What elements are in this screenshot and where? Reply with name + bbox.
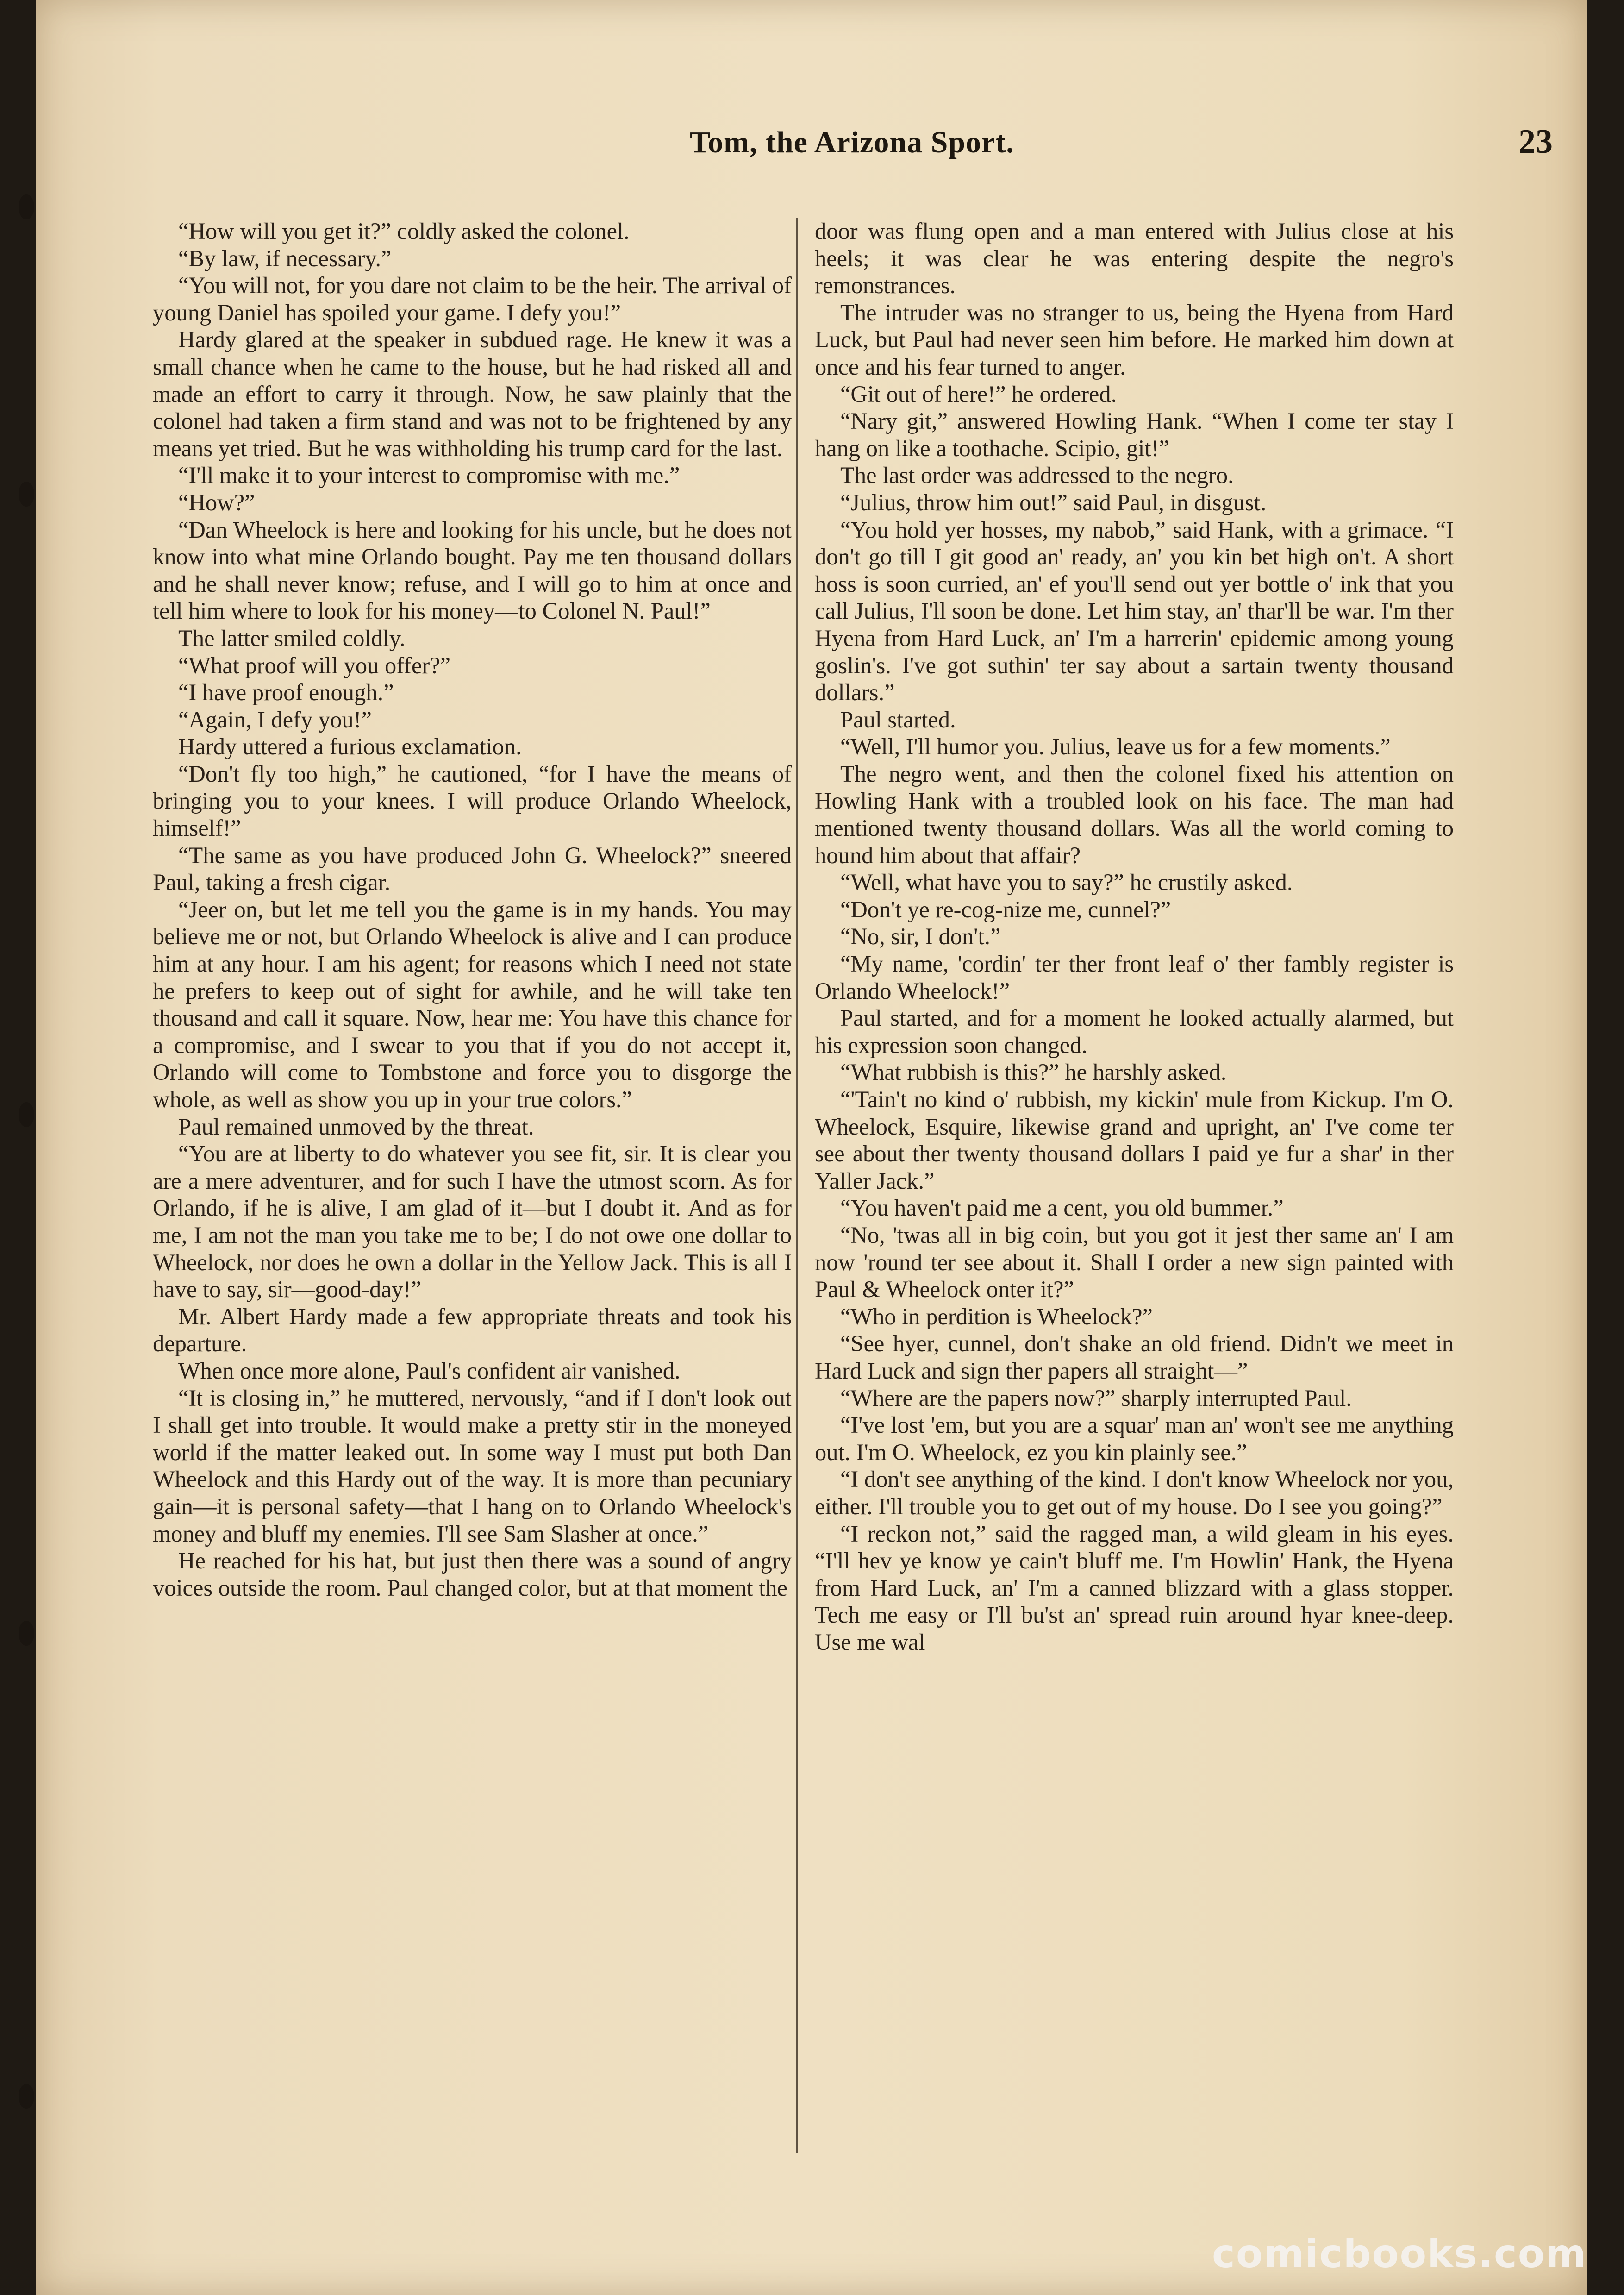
paragraph: “You are at liberty to do whatever you see fit, sir. It is clear you are a mere adventurer, and for such I have the utmost scorn. As for Orlando, if he is alive, I am glad of it—but I doubt it. And as for me, I am not the man you take me to be; I do not owe one dollar to Wheelock, nor does he own a dollar in the Yellow Jack. This is all I have to say, sir—good-day!” [153, 1141, 792, 1303]
page-number: 23 [1518, 123, 1553, 161]
paragraph: “See hyer, cunnel, don't shake an old friend. Didn't we meet in Hard Luck and sign ther papers all straight—” [815, 1330, 1454, 1384]
column-rule [796, 218, 798, 2153]
paragraph: “What proof will you offer?” [178, 652, 450, 678]
paragraph: “I have proof enough.” [178, 679, 394, 706]
paragraph: “Where are the papers now?” sharply interrupted Paul. [840, 1385, 1352, 1411]
paragraph: “How?” [178, 489, 255, 515]
paragraph: “Git out of here!” he ordered. [840, 381, 1117, 407]
paragraph: “Don't fly too high,” he cautioned, “for I have the means of bringing you to your knees. I will produce Orlando Wheelock, himself!” [153, 760, 792, 841]
paragraph: “What rubbish is this?” he harshly asked. [840, 1059, 1227, 1085]
paragraph: “Well, I'll humor you. Julius, leave us for a few moments.” [840, 734, 1391, 760]
paragraph: “No, sir, I don't.” [840, 923, 1001, 950]
binding-hole [19, 1621, 34, 1646]
paragraph: “I've lost 'em, but you are a squar' man an' won't see me anything out. I'm O. Wheelock, ez you kin plainly see.” [815, 1412, 1454, 1465]
paragraph: “I reckon not,” said the ragged man, a wild gleam in his eyes. “I'll hev ye know ye cain't bluff me. I'm Howlin' Hank, the Hyena from Hard Luck, an' I'm a canned blizzard with a glass stopper. Tech me easy or I'll bu'st an' spread ruin around hyar knee-deep. Use me wal [815, 1520, 1454, 1655]
paragraph: “Again, I defy you!” [178, 706, 372, 733]
page-header [116, 125, 1624, 176]
paragraph: The latter smiled coldly. [178, 625, 406, 651]
paragraph: The intruder was no stranger to us, being the Hyena from Hard Luck, but Paul had never seen him before. He marked him down at once and his fear turned to anger. [815, 299, 1454, 380]
paragraph: The last order was addressed to the negro. [840, 462, 1234, 489]
paragraph: “Well, what have you to say?” he crustily asked. [840, 869, 1293, 896]
paragraph: “Who in perdition is Wheelock?” [840, 1303, 1153, 1329]
binding-hole [19, 2084, 34, 2109]
running-title: Tom, the Arizona Sport. [690, 125, 1014, 159]
paragraph: “Don't ye re-cog-nize me, cunnel?” [840, 896, 1171, 922]
paragraph: “Nary git,” answered Howling Hank. “When I come ter stay I hang on like a toothache. Scipio, git!” [815, 408, 1454, 461]
watermark: comicbooks.com [1212, 2231, 1587, 2276]
text-column-right [815, 218, 1454, 2153]
binding-hole [19, 194, 34, 219]
paragraph: He reached for his hat, but just then there was a sound of angry voices outside the room. Paul changed color, but at that moment the [153, 1548, 792, 1601]
paragraph: The negro went, and then the colonel fixed his attention on Howling Hank with a troubled look on his face. The man had mentioned twenty thousand dollars. Was all the world coming to hound him about that affair? [815, 760, 1454, 868]
paragraph: “It is closing in,” he muttered, nervously, “and if I don't look out I shall get into trouble. It would make a pretty stir in the moneyed world if the matter leaked out. In some way I must put both Dan Wheelock and this Hardy out of the way. It is more than pecuniary gain—it is personal safety—that I hang on to Orlando Wheelock's money and bluff my enemies. I'll see Sam Slasher at once.” [153, 1385, 792, 1547]
binding-hole [19, 1102, 34, 1127]
paragraph: Hardy uttered a furious exclamation. [178, 734, 522, 760]
paragraph: “You haven't paid me a cent, you old bummer.” [840, 1195, 1284, 1221]
paragraph: Mr. Albert Hardy made a few appropriate threats and took his departure. [153, 1303, 792, 1357]
paragraph: “You will not, for you dare not claim to be the heir. The arrival of young Daniel has spoiled your game. I defy you!” [153, 272, 792, 326]
paragraph: “Dan Wheelock is here and looking for his uncle, but he does not know into what mine Orlando bought. Pay me ten thousand dollars and he shall never know; refuse, and I will go to him at once and tell him where to look for his money—to Colonel N. Paul!” [153, 516, 792, 624]
paragraph: “'Tain't no kind o' rubbish, my kickin' mule from Kickup. I'm O. Wheelock, Esquire, likewise grand and upright, an' I've come ter see about ther twenty thousand dollars I paid ye fur a shar' in ther Yaller Jack.” [815, 1086, 1454, 1194]
paragraph: Paul started. [840, 706, 956, 733]
paragraph: Paul remained unmoved by the threat. [178, 1113, 534, 1140]
paragraph: “I don't see anything of the kind. I don't know Wheelock nor you, either. I'll trouble you to get out of my house. Do I see you going?” [815, 1466, 1454, 1519]
paragraph: “No, 'twas all in big coin, but you got it jest ther same an' I am now 'round ter see about it. Shall I order a new sign painted with Paul & Wheelock onter it?” [815, 1222, 1454, 1303]
paragraph: “You hold yer hosses, my nabob,” said Hank, with a grimace. “I don't go till I git good an' ready, an' you kin bet high on't. A short hoss is soon curried, an' ef you'll send out yer bottle o' ink that you call Julius, I'll soon be done. Let him stay, an' thar'll be war. I'm ther Hyena from Hard Luck, an' I'm a harrerin' epidemic among young goslin's. I've got suthin' ter say about a sartain twenty thousand dollars.” [815, 516, 1454, 706]
paragraph: “The same as you have produced John G. Wheelock?” sneered Paul, taking a fresh cigar. [153, 842, 792, 896]
text-column-left [153, 218, 792, 2153]
paragraph: door was flung open and a man entered with Julius close at his heels; it was clear he was entering despite the negro's remonstrances. [815, 218, 1454, 299]
paragraph: Hardy glared at the speaker in subdued rage. He knew it was a small chance when he came to the house, but he had risked all and made an effort to carry it through. Now, he saw plainly that the colonel had taken a firm stand and was not to be frightened by any means yet tried. But he was withholding his trump card for the last. [153, 326, 792, 461]
paragraph: “How will you get it?” coldly asked the colonel. [178, 218, 630, 244]
paragraph: “Jeer on, but let me tell you the game is in my hands. You may believe me or not, but Orlando Wheelock is alive and I can produce him at any hour. I am his agent; for reasons which I need not state he prefers to keep out of sight for awhile, and he will take ten thousand and call it square. Now, hear me: You have this chance for a compromise, and I swear to you that if you do not accept it, Orlando will come to Tombstone and force you to disgorge the whole, as well as show you up in your true colors.” [153, 896, 792, 1112]
binding-hole [19, 482, 34, 507]
paragraph: “I'll make it to your interest to compromise with me.” [178, 462, 680, 489]
paragraph: When once more alone, Paul's confident air vanished. [178, 1357, 681, 1384]
paragraph: “By law, if necessary.” [178, 245, 392, 271]
paragraph: Paul started, and for a moment he looked actually alarmed, but his expression soon changed. [815, 1005, 1454, 1058]
paragraph: “Julius, throw him out!” said Paul, in disgust. [840, 489, 1267, 515]
paragraph: “My name, 'cordin' ter ther front leaf o' ther fambly register is Orlando Wheelock!” [815, 951, 1454, 1004]
